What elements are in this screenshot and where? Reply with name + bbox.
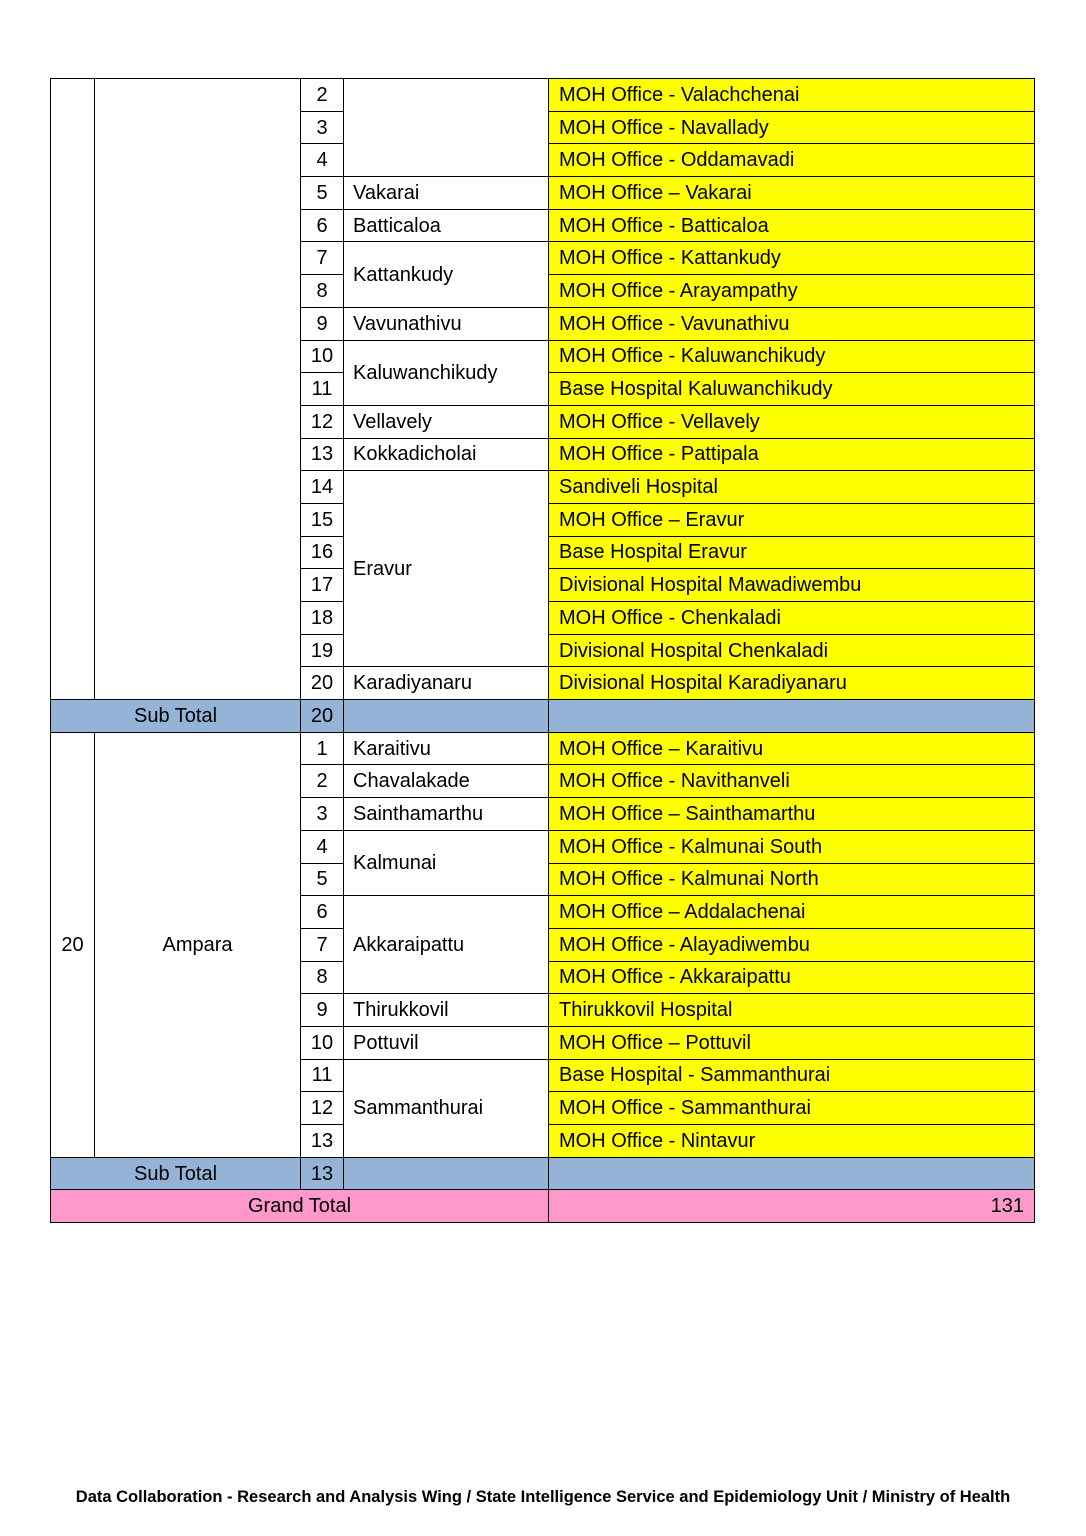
row-number: 9	[301, 994, 344, 1027]
site-cell: MOH Office - Oddamavadi	[549, 144, 1035, 177]
row-number: 16	[301, 536, 344, 569]
row-number: 18	[301, 602, 344, 635]
site-cell: Divisional Hospital Chenkaladi	[549, 634, 1035, 667]
site-cell: MOH Office - Valachchenai	[549, 79, 1035, 112]
row-number: 10	[301, 1026, 344, 1059]
site-cell: Base Hospital Eravur	[549, 536, 1035, 569]
site-cell: MOH Office – Addalachenai	[549, 896, 1035, 929]
site-cell: Sandiveli Hospital	[549, 471, 1035, 504]
row-number: 15	[301, 503, 344, 536]
row-number: 4	[301, 830, 344, 863]
serial-cell	[51, 79, 95, 700]
site-cell: Base Hospital Kaluwanchikudy	[549, 373, 1035, 406]
row-number: 11	[301, 373, 344, 406]
row-number: 17	[301, 569, 344, 602]
row-number: 6	[301, 896, 344, 929]
site-cell: MOH Office - Navallady	[549, 111, 1035, 144]
site-cell: MOH Office - Kaluwanchikudy	[549, 340, 1035, 373]
moh-area-cell: Vakarai	[344, 177, 549, 210]
grand-total-value: 131	[549, 1190, 1035, 1223]
site-cell: MOH Office – Pottuvil	[549, 1026, 1035, 1059]
site-cell: MOH Office - Arayampathy	[549, 275, 1035, 308]
site-cell: MOH Office - Vavunathivu	[549, 307, 1035, 340]
site-cell: MOH Office - Chenkaladi	[549, 602, 1035, 635]
row-number: 19	[301, 634, 344, 667]
site-cell: MOH Office – Sainthamarthu	[549, 798, 1035, 831]
moh-area-cell: Sainthamarthu	[344, 798, 549, 831]
subtotal-value: 13	[301, 1157, 344, 1190]
row-number: 20	[301, 667, 344, 700]
site-cell: MOH Office - Pattipala	[549, 438, 1035, 471]
moh-area-cell: Thirukkovil	[344, 994, 549, 1027]
grand-total-row	[51, 1190, 1035, 1223]
site-cell: Divisional Hospital Karadiyanaru	[549, 667, 1035, 700]
moh-area-cell: Sammanthurai	[344, 1059, 549, 1157]
row-number: 13	[301, 438, 344, 471]
table-row	[51, 732, 1035, 765]
site-cell: Thirukkovil Hospital	[549, 994, 1035, 1027]
site-cell: MOH Office - Batticaloa	[549, 209, 1035, 242]
subtotal-empty-cell	[549, 700, 1035, 733]
site-cell: MOH Office - Kattankudy	[549, 242, 1035, 275]
district-cell: Ampara	[95, 732, 301, 1157]
row-number: 3	[301, 111, 344, 144]
row-number: 12	[301, 1092, 344, 1125]
row-number: 8	[301, 275, 344, 308]
moh-area-cell: Vellavely	[344, 405, 549, 438]
row-number: 4	[301, 144, 344, 177]
subtotal-value: 20	[301, 700, 344, 733]
site-cell: MOH Office - Nintavur	[549, 1125, 1035, 1158]
moh-area-cell: Karaitivu	[344, 732, 549, 765]
site-cell: Base Hospital - Sammanthurai	[549, 1059, 1035, 1092]
row-number: 2	[301, 765, 344, 798]
row-number: 1	[301, 732, 344, 765]
moh-area-cell: Karadiyanaru	[344, 667, 549, 700]
row-number: 2	[301, 79, 344, 112]
subtotal-empty-cell	[344, 700, 549, 733]
row-number: 9	[301, 307, 344, 340]
table-row	[51, 79, 1035, 112]
subtotal-empty-cell	[549, 1157, 1035, 1190]
row-number: 7	[301, 928, 344, 961]
row-number: 14	[301, 471, 344, 504]
moh-sites-table	[50, 78, 1035, 1223]
row-number: 3	[301, 798, 344, 831]
site-cell: MOH Office – Vakarai	[549, 177, 1035, 210]
page-footer: Data Collaboration - Research and Analysis Wing / State Intelligence Service and Epidemiology Unit / Ministry of Health	[75, 1488, 1011, 1506]
subtotal-row	[51, 700, 1035, 733]
moh-area-cell: Pottuvil	[344, 1026, 549, 1059]
moh-area-cell: Akkaraipattu	[344, 896, 549, 994]
site-cell: MOH Office - Alayadiwembu	[549, 928, 1035, 961]
site-cell: MOH Office - Akkaraipattu	[549, 961, 1035, 994]
row-number: 10	[301, 340, 344, 373]
subtotal-label: Sub Total	[51, 700, 301, 733]
moh-area-cell: Kattankudy	[344, 242, 549, 307]
subtotal-empty-cell	[344, 1157, 549, 1190]
site-cell: MOH Office - Kalmunai South	[549, 830, 1035, 863]
site-cell: MOH Office – Eravur	[549, 503, 1035, 536]
site-cell: MOH Office - Navithanveli	[549, 765, 1035, 798]
row-number: 5	[301, 177, 344, 210]
site-cell: Divisional Hospital Mawadiwembu	[549, 569, 1035, 602]
moh-area-cell: Kaluwanchikudy	[344, 340, 549, 405]
row-number: 12	[301, 405, 344, 438]
district-cell	[95, 79, 301, 700]
subtotal-label: Sub Total	[51, 1157, 301, 1190]
moh-area-cell: Vavunathivu	[344, 307, 549, 340]
site-cell: MOH Office - Sammanthurai	[549, 1092, 1035, 1125]
moh-area-cell: Chavalakade	[344, 765, 549, 798]
moh-area-cell: Batticaloa	[344, 209, 549, 242]
subtotal-row	[51, 1157, 1035, 1190]
moh-area-cell: Kalmunai	[344, 830, 549, 895]
row-number: 8	[301, 961, 344, 994]
site-cell: MOH Office – Karaitivu	[549, 732, 1035, 765]
site-cell: MOH Office - Vellavely	[549, 405, 1035, 438]
serial-cell: 20	[51, 732, 95, 1157]
moh-area-cell: Eravur	[344, 471, 549, 667]
site-cell: MOH Office - Kalmunai North	[549, 863, 1035, 896]
moh-area-cell	[344, 79, 549, 177]
row-number: 6	[301, 209, 344, 242]
row-number: 11	[301, 1059, 344, 1092]
moh-area-cell: Kokkadicholai	[344, 438, 549, 471]
row-number: 13	[301, 1125, 344, 1158]
grand-total-label: Grand Total	[51, 1190, 549, 1223]
row-number: 5	[301, 863, 344, 896]
row-number: 7	[301, 242, 344, 275]
